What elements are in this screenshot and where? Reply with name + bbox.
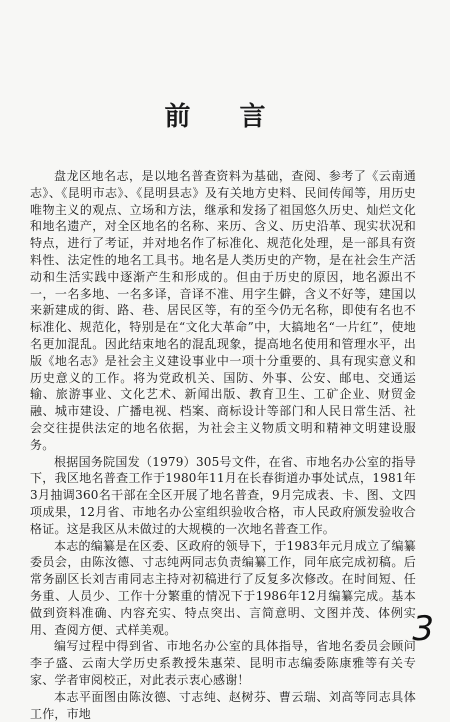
body-text bbox=[30, 168, 416, 722]
page-number: 3 bbox=[412, 609, 434, 649]
paragraph-map-credits: 本志平面图由陈汝德、寸志纯、赵树芬、曹云瑞、刘高等同志具体工作，市地 bbox=[30, 689, 416, 721]
paragraph-survey: 根据国务院国发（1979）305号文件，在省、市地名办公室的指导下，我区地名普查工作于1980年11月在长春街道办事处试点，1981年3月抽调360名干部在全区开展了地名普查，9月完成表、卡、图、文四项成果，12月省、市地名办公室组织验收合格，市人民政府颁发验收合格证。这是我区从未做过的大规模的一次地名普查工作。 bbox=[30, 454, 416, 536]
paragraph-intro: 盘龙区地名志，是以地名普查资料为基础，查阅、参考了《云南通志》、《昆明市志》、《昆明县志》及有关地方史料、民间传闻等，用历史唯物主义的观点、立场和方法，继承和发扬了祖国悠久历史、灿烂文化和地名遗产，对全区地名的名称、来历、含义、历史沿革、现实状况和特点，进行了考证，并对地名作了标准化、规范化处理，是一部具有资料性、法定性的地名工具书。地名是人类历史的产物，是在社会生产活动和生活实践中逐渐产生和形成的。但由于历史的原因，地名源出不一，一名多地、一名多译，音译不准、用字生僻，含义不好等，建国以来新建成的街、路、巷、居民区等，有的至今仍无名称，即使有名也不标准化、规范化，特别是在“文化大革命”中，大搞地名“一片红”，使地名更加混乱。因此结束地名的混乱现象，提高地名使用和管理水平，出版《地名志》是社会主义建设事业中一项十分重要的、具有现实意义和历史意义的工作。将为党政机关、国防、外事、公安、邮电、交通运输、旅游事业、文化艺术、新闻出版、教育卫生、工矿企业、财贸金融、城市建设、广播电视、档案、商标设计等部门和人民日常生活、社会交往提供法定的地名依据，为社会主义物质文明和精神文明建设服务。 bbox=[30, 169, 416, 452]
paragraph-compilation: 本志的编纂是在区委、区政府的领导下，于1983年元月成立了编纂委员会，由陈汝德、寸志纯两同志负责编纂工作，同年底完成初稿。后常务副区长刘吉甫同志主持对初稿进行了反复多次修改。在时间短、任务重、人员少、工作十分繁重的情况下于1986年12月编纂完成。基本做到资料准确、内容充实、特点突出、言简意明、文图并茂、体例实用、查阅方便、式样美观。 bbox=[30, 538, 416, 637]
paragraph-acknowledgement: 编写过程中得到省、市地名办公室的具体指导，省地名委员会顾问李子盛、云南大学历史系教授朱惠荣、昆明市志编委陈康雅等有关专家、学者审阅校正，对此表示衷心感谢！ bbox=[30, 639, 416, 687]
page-title: 前 言 bbox=[164, 102, 286, 132]
